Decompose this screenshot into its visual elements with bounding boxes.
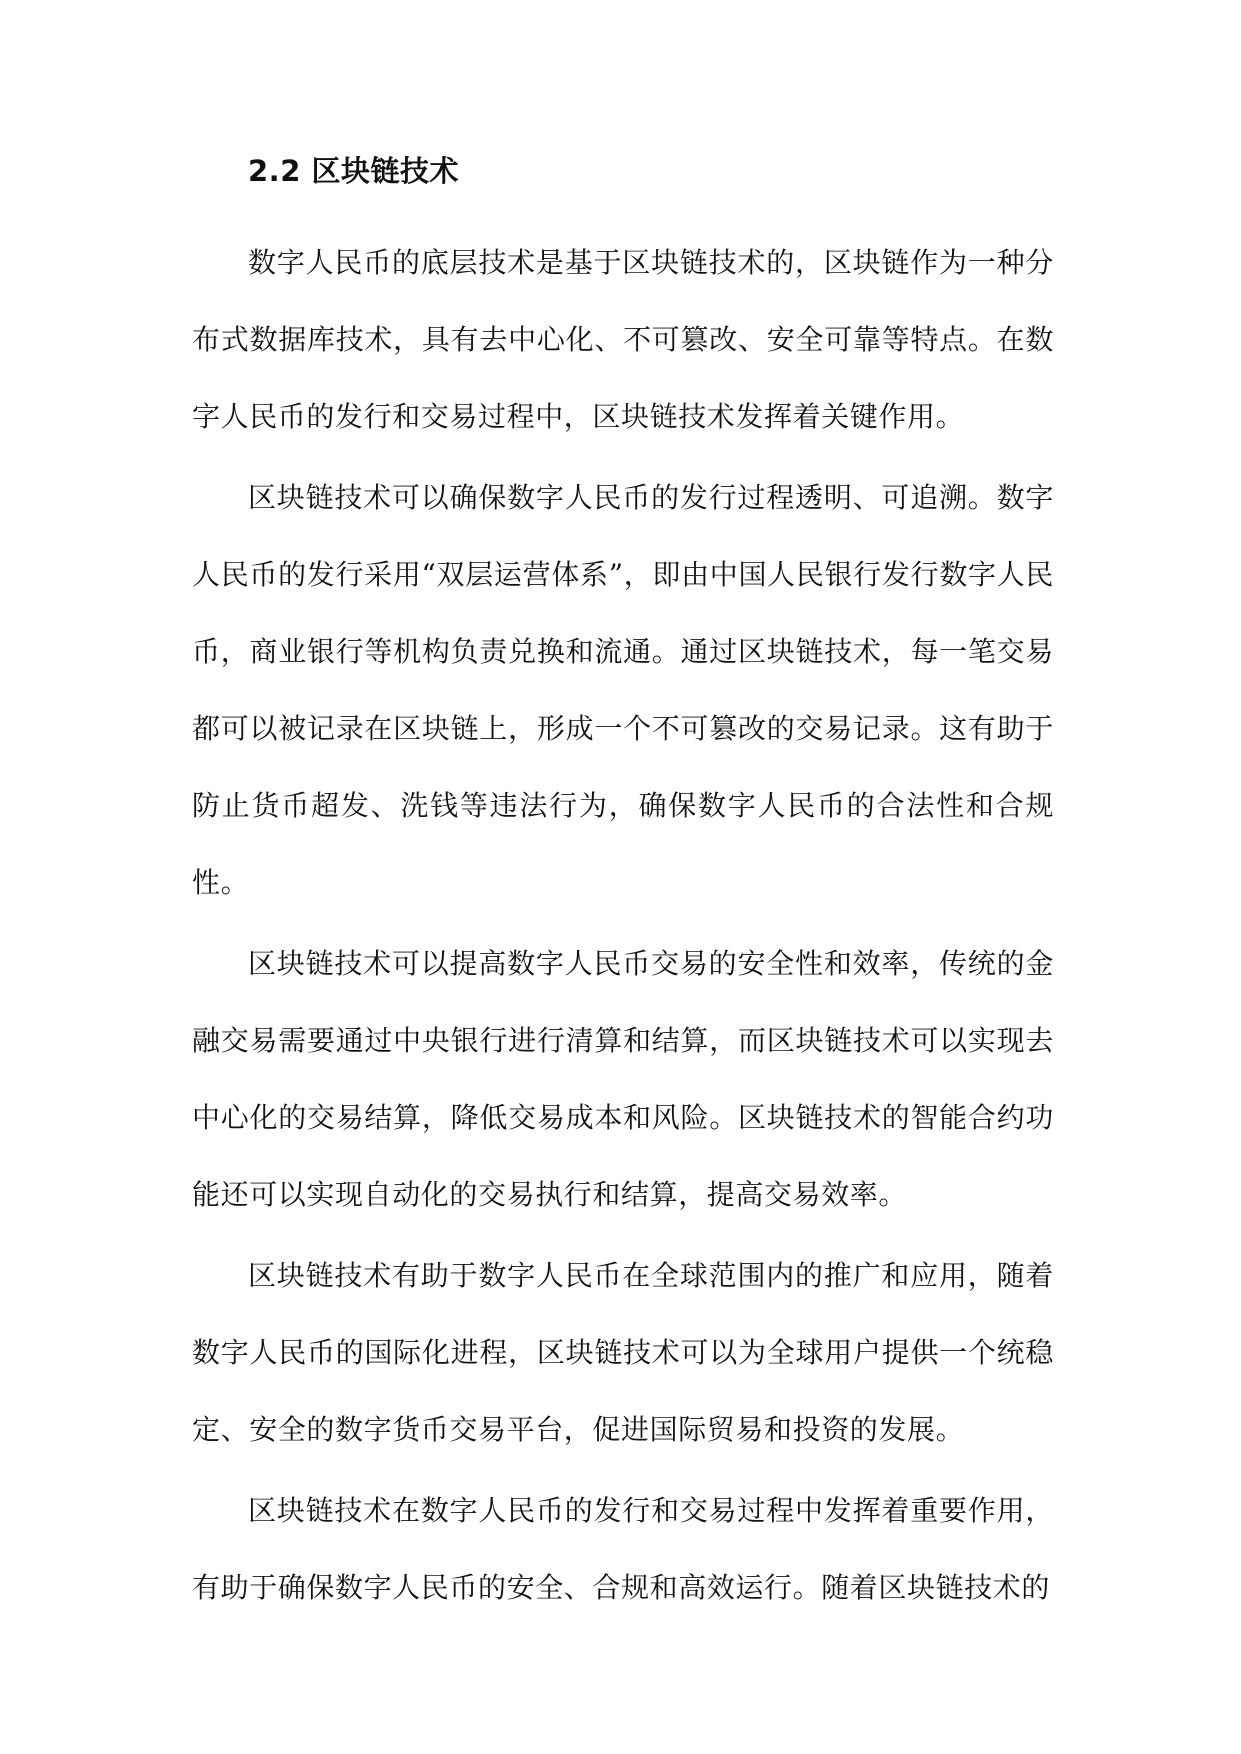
- paragraph-1: 数字人民币的底层技术是基于区块链技术的，区块链作为一种分布式数据库技术，具有去中心化、不可篡改、安全可靠等特点。在数字人民币的发行和交易过程中，区块链技术发挥着关键作用。: [192, 246, 1054, 433]
- paragraph-list: [192, 224, 1054, 1626]
- paragraph-3: 区块链技术可以提高数字人民币交易的安全性和效率，传统的金融交易需要通过中央银行进行清算和结算，而区块链技术可以实现去中心化的交易结算，降低交易成本和风险。区块链技术的智能合约功能还可以实现自动化的交易执行和结算，提高交易效率。: [192, 947, 1054, 1211]
- document-body: [192, 148, 1054, 1630]
- paragraph-2: 区块链技术可以确保数字人民币的发行过程透明、可追溯。数字人民币的发行采用“双层运营体系”，即由中国人民银行发行数字人民币，商业银行等机构负责兑换和流通。通过区块链技术，每一笔交易都可以被记录在区块链上，形成一个不可篡改的交易记录。这有助于防止货币超发、洗钱等违法行为，确保数字人民币的合法性和合规性。: [192, 481, 1054, 899]
- paragraph-4: 区块链技术有助于数字人民币在全球范围内的推广和应用，随着数字人民币的国际化进程，区块链技术可以为全球用户提供一个统稳定、安全的数字货币交易平台，促进国际贸易和投资的发展。: [192, 1259, 1054, 1446]
- paragraph-5: 区块链技术在数字人民币的发行和交易过程中发挥着重要作用，有助于确保数字人民币的安全、合规和高效运行。随着区块链技术的: [192, 1494, 1054, 1604]
- section-heading: 2.2 区块链技术: [248, 154, 459, 188]
